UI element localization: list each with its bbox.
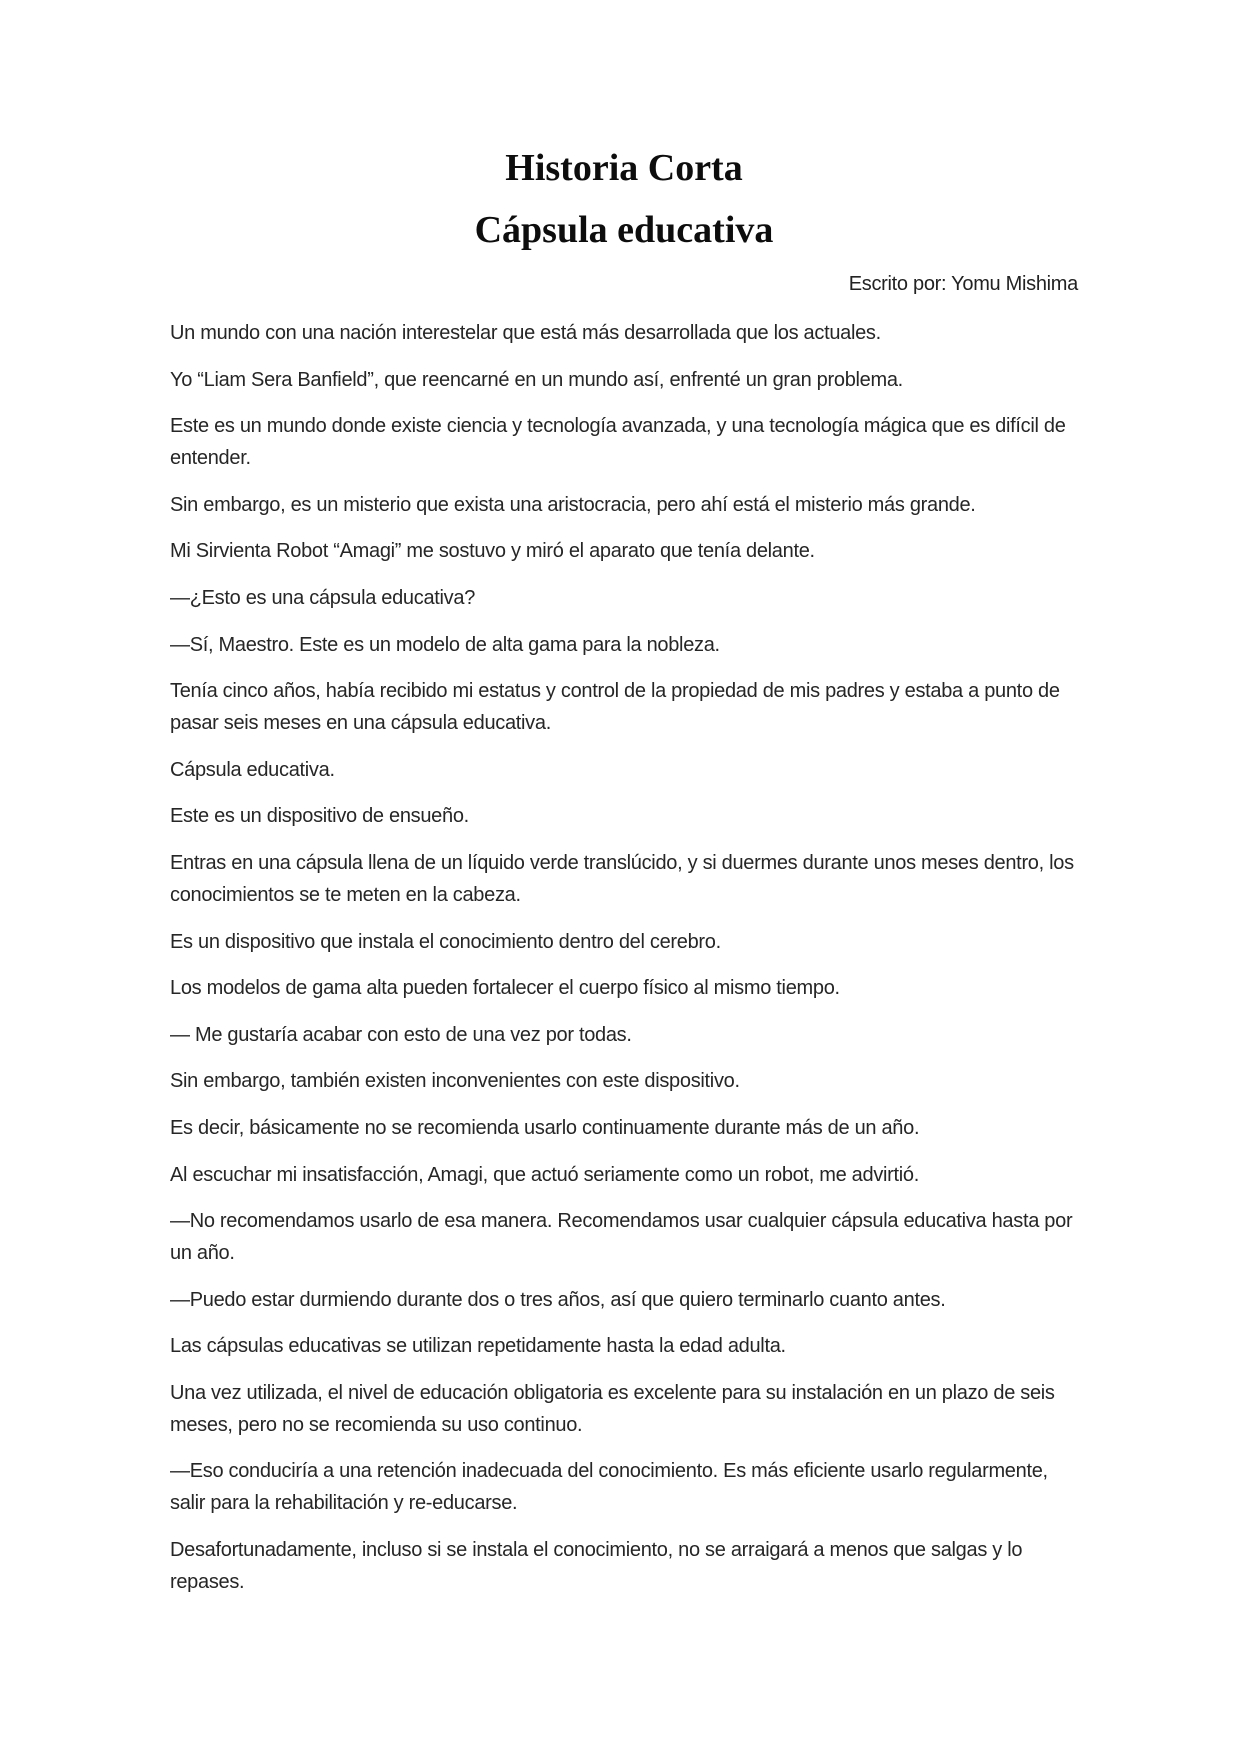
- story-paragraph: Cápsula educativa.: [170, 758, 335, 781]
- story-paragraph: Yo “Liam Sera Banfield”, que reencarné en un mundo así, enfrenté un gran problema.: [170, 368, 903, 391]
- story-paragraph: Los modelos de gama alta pueden fortalecer el cuerpo físico al mismo tiempo.: [170, 977, 840, 1000]
- story-paragraph: —Puedo estar durmiendo durante dos o tres años, así que quiero terminarlo cuanto antes.: [170, 1288, 946, 1311]
- story-paragraph: Las cápsulas educativas se utilizan repetidamente hasta la edad adulta.: [170, 1335, 786, 1358]
- story-paragraph: Este es un dispositivo de ensueño.: [170, 805, 469, 828]
- story-paragraph: Un mundo con una nación interestelar que está más desarrollada que los actuales.: [170, 322, 881, 344]
- story-paragraph: Este es un mundo donde existe ciencia y tecnología avanzada, y una tecnología mágica que es difícil de entender.: [170, 415, 1066, 470]
- story-paragraph: Mi Sirvienta Robot “Amagi” me sostuvo y miró el aparato que tenía delante.: [170, 540, 815, 563]
- story-paragraph: Al escuchar mi insatisfacción, Amagi, que actuó seriamente como un robot, me advirtió.: [170, 1163, 920, 1186]
- story-paragraph: —No recomendamos usarlo de esa manera. Recomendamos usar cualquier cápsula educativa hasta por un año.: [170, 1210, 1073, 1265]
- story-paragraph: —Eso conduciría a una retención inadecuada del conocimiento. Es más eficiente usarlo regularmente, salir para la rehabilitación y re-educarse.: [170, 1460, 1048, 1515]
- story-paragraph: — Me gustaría acabar con esto de una vez por todas.: [170, 1023, 632, 1046]
- story-paragraph: —Sí, Maestro. Este es un modelo de alta gama para la nobleza.: [170, 633, 720, 656]
- document-header: [170, 145, 1078, 300]
- story-paragraph: Una vez utilizada, el nivel de educación obligatoria es excelente para su instalación en un plazo de seis meses, pero no se recomienda su uso continuo.: [170, 1381, 1055, 1436]
- story-body: [170, 317, 1078, 1598]
- story-paragraph: Desafortunadamente, incluso si se instala el conocimiento, no se arraigará a menos que salgas y lo repases.: [170, 1539, 1023, 1594]
- document-subtitle: Cápsula educativa: [474, 209, 774, 251]
- story-paragraph: Es un dispositivo que instala el conocimiento dentro del cerebro.: [170, 930, 721, 953]
- story-paragraph: Sin embargo, es un misterio que exista una aristocracia, pero ahí está el misterio más grande.: [170, 493, 976, 516]
- author-byline: Escrito por: Yomu Mishima: [848, 273, 1078, 295]
- story-paragraph: Tenía cinco años, había recibido mi estatus y control de la propiedad de mis padres y estaba a punto de pasar seis meses en una cápsula educativa.: [170, 680, 1060, 735]
- document-title: Historia Corta: [505, 147, 743, 189]
- story-paragraph: Sin embargo, también existen inconvenientes con este dispositivo.: [170, 1070, 740, 1093]
- story-paragraph: Entras en una cápsula llena de un líquido verde translúcido, y si duermes durante unos meses dentro, los conocimientos se te meten en la cabeza.: [170, 851, 1074, 906]
- story-paragraph: —¿Esto es una cápsula educativa?: [170, 586, 476, 609]
- story-paragraph: Es decir, básicamente no se recomienda usarlo continuamente durante más de un año.: [170, 1116, 920, 1139]
